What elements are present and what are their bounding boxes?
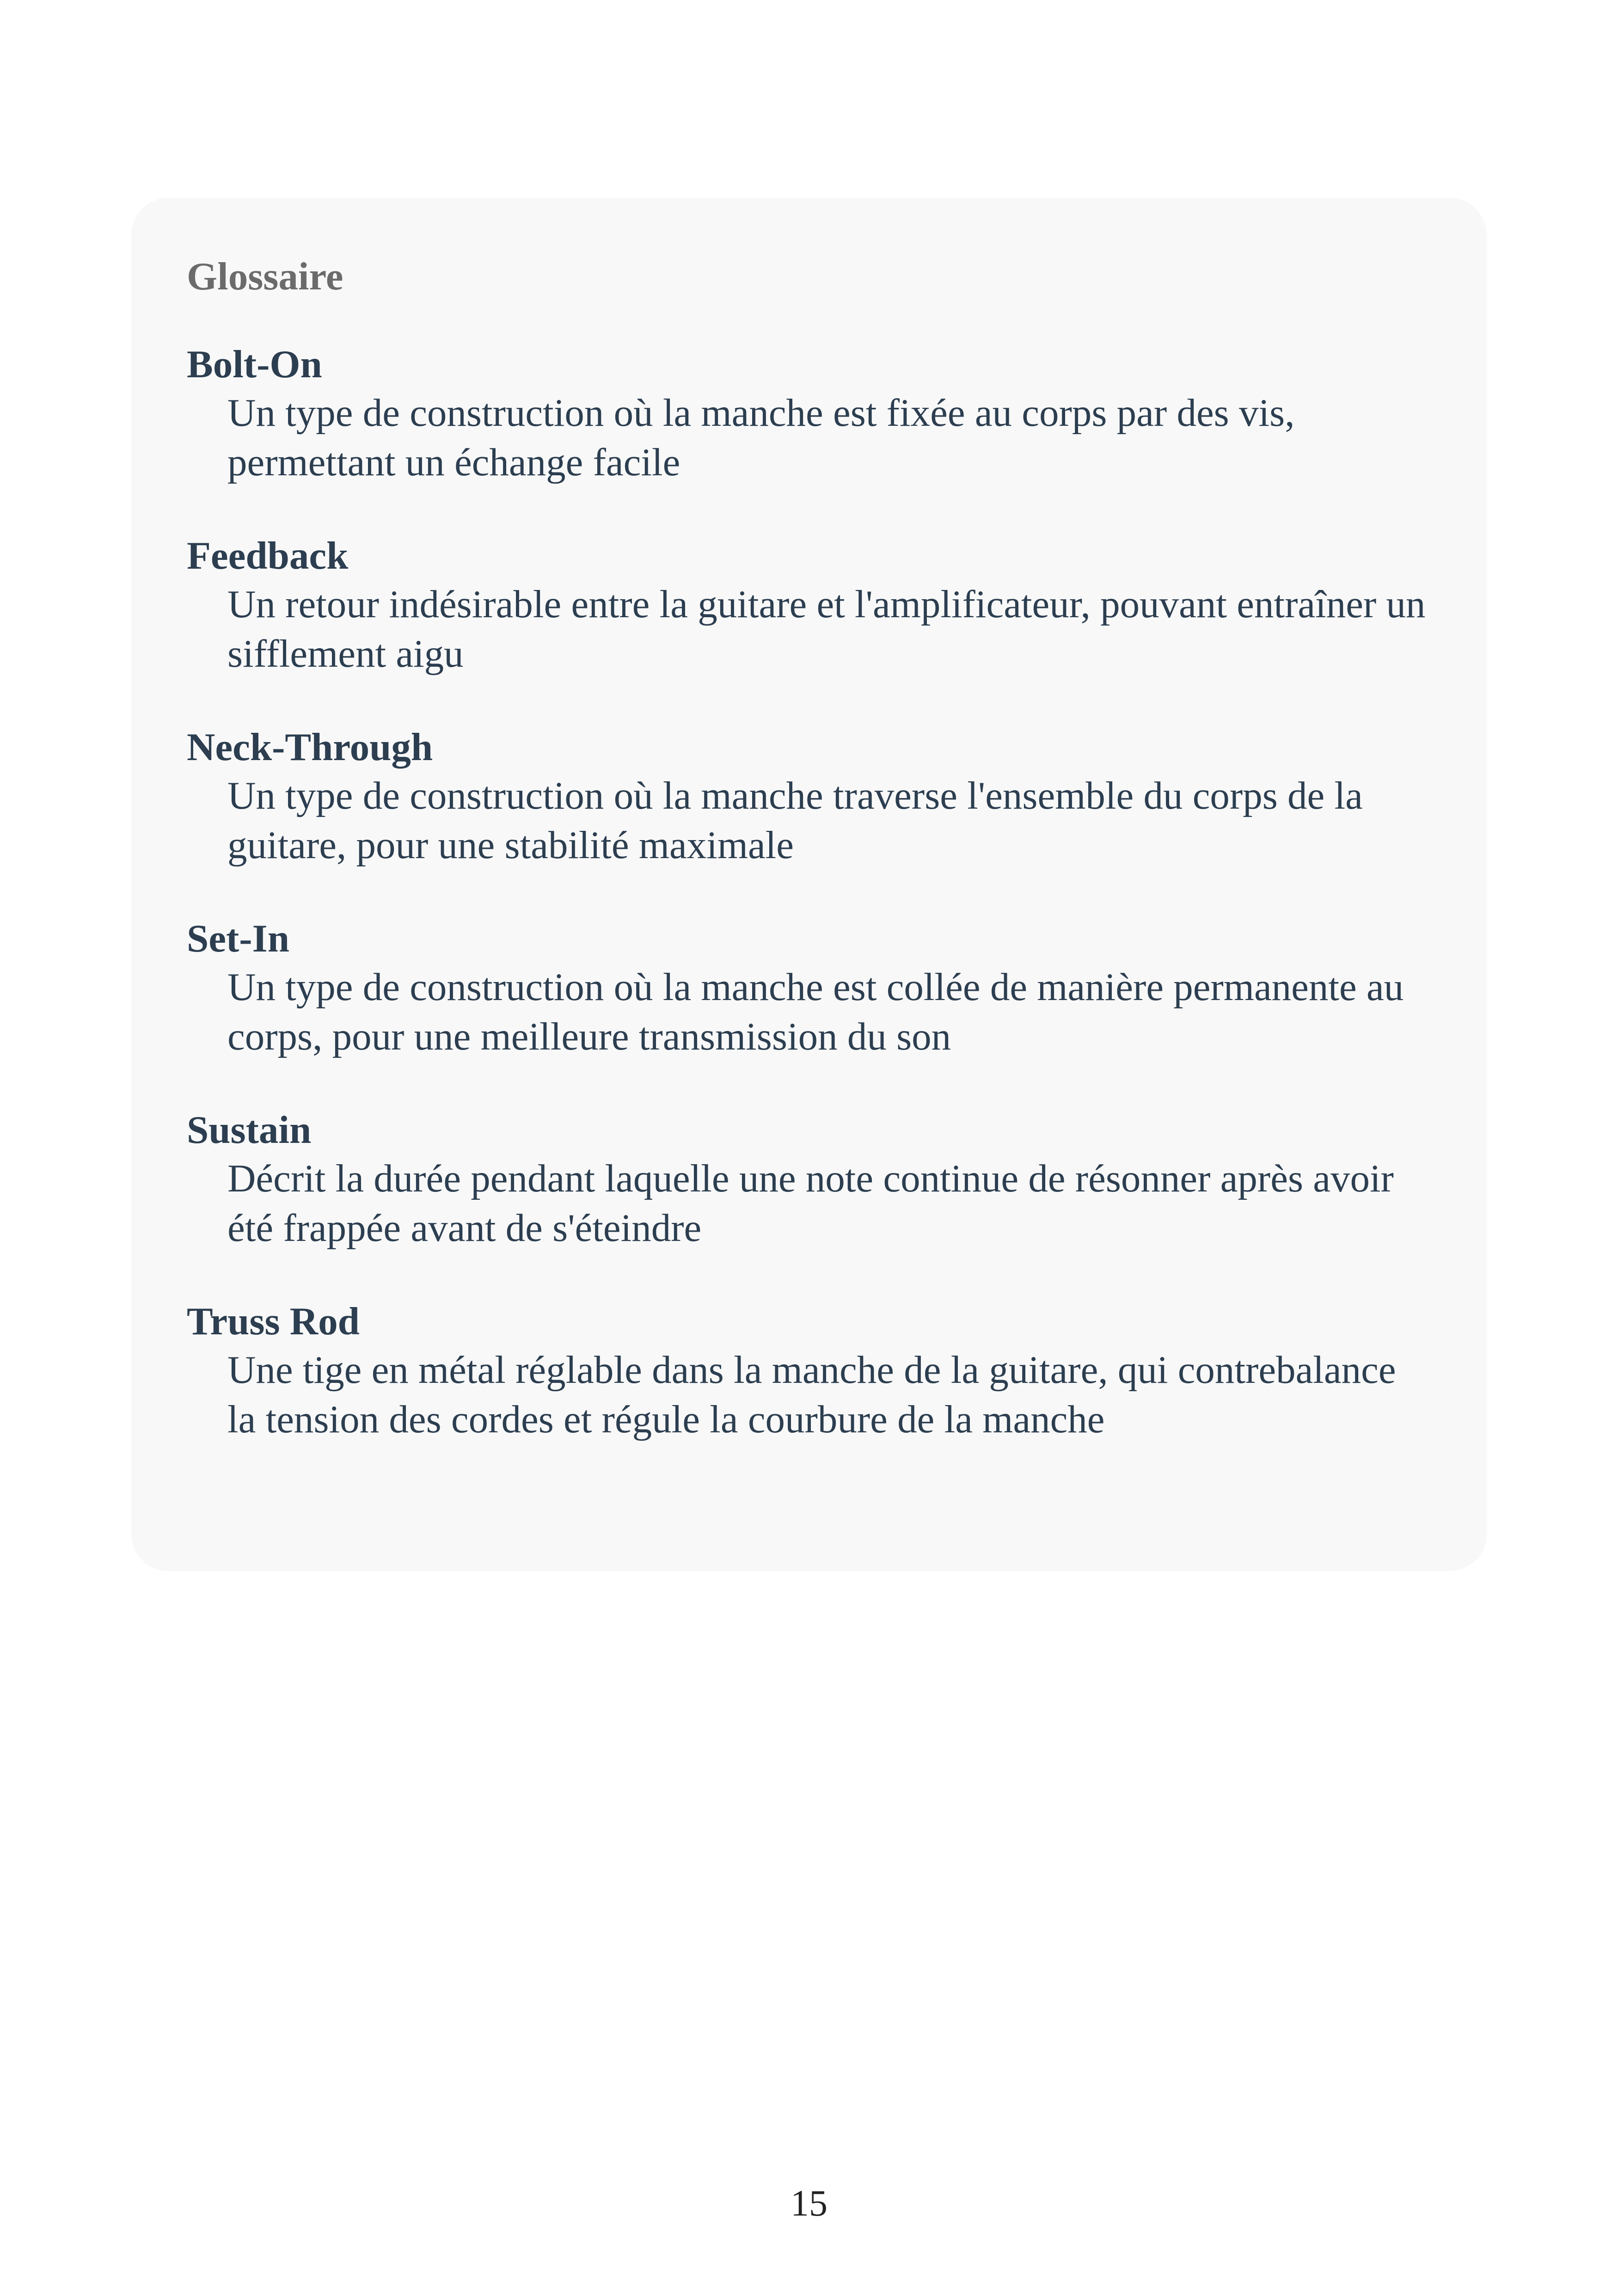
glossary-term: Sustain (187, 1108, 312, 1152)
glossary-term: Bolt-On (187, 343, 322, 386)
glossary-definition: Un type de construction où la manche est collée de manière permanente au corps, pour une meilleure transmission du son (227, 965, 1404, 1058)
glossary-term: Set-In (187, 917, 289, 960)
glossary-entry (187, 1297, 1431, 1444)
glossary-term: Truss Rod (187, 1300, 360, 1343)
glossary-entry (187, 1106, 1431, 1253)
glossary-entry (187, 532, 1431, 679)
glossary-box (131, 198, 1487, 1571)
glossary-entry (187, 340, 1431, 487)
glossary-definition: Décrit la durée pendant laquelle une note continue de résonner après avoir été frappée avant de s'éteindre (227, 1157, 1394, 1250)
glossary-title: Glossaire (187, 255, 343, 298)
glossary-definition: Une tige en métal réglable dans la manche de la guitare, qui contrebalance la tension des cordes et régule la courbure de la manche (227, 1348, 1396, 1441)
glossary-definition: Un type de construction où la manche traverse l'ensemble du corps de la guitare, pour une stabilité maximale (227, 774, 1363, 867)
glossary-definition: Un retour indésirable entre la guitare et l'amplificateur, pouvant entraîner un sifflement aigu (227, 583, 1426, 675)
glossary-definition: Un type de construction où la manche est fixée au corps par des vis, permettant un échange facile (227, 391, 1295, 484)
page-number: 15 (791, 2183, 827, 2224)
glossary-entry (187, 915, 1431, 1062)
glossary-entry (187, 723, 1431, 870)
glossary-term: Feedback (187, 534, 349, 577)
glossary-term: Neck-Through (187, 725, 433, 769)
